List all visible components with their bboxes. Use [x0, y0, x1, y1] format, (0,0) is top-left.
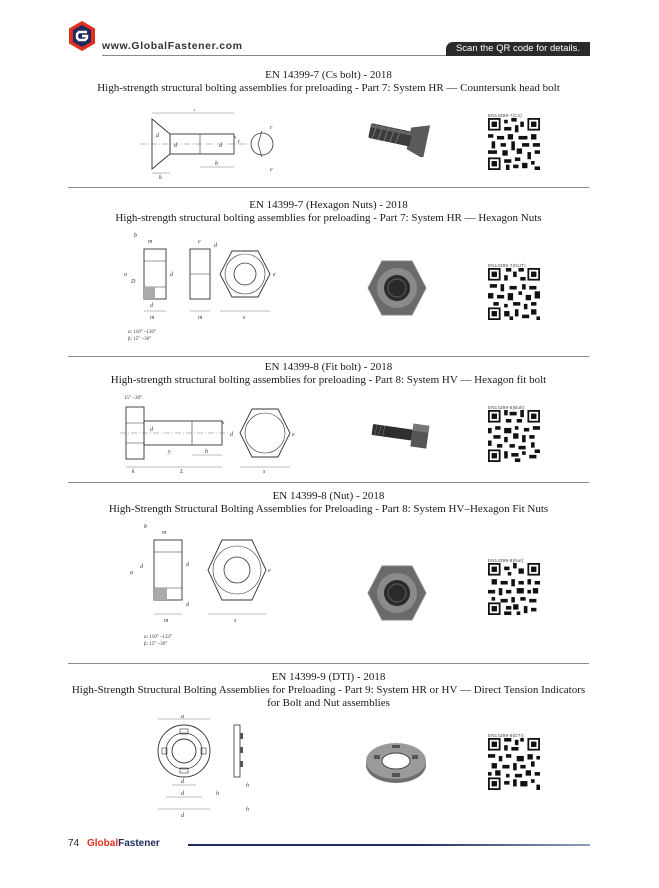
dim-label: m	[148, 239, 153, 245]
drawing-note: α: 110° ~130°	[128, 330, 157, 335]
section-divider	[68, 356, 589, 357]
standard-code: EN 14399-7 (Hexagon Nuts) - 2018	[249, 199, 408, 211]
hexagon-fit-bolt-photo	[366, 419, 436, 449]
dim-label: d	[174, 143, 177, 149]
dim-label: d	[181, 791, 184, 797]
dim-label: d	[181, 715, 184, 720]
brand-part-global: Global	[87, 838, 119, 849]
site-url[interactable]: www.GlobalFastener.com	[102, 40, 243, 52]
dim-label: c	[270, 167, 273, 173]
dim-label: k	[159, 175, 162, 179]
globalfastener-logo-icon	[66, 20, 98, 52]
dim-label: h	[216, 791, 219, 797]
footer-brand	[87, 838, 160, 849]
dim-label: r	[270, 125, 273, 131]
dim-label: y	[168, 449, 171, 455]
dim-label: d	[214, 243, 217, 249]
dim-label: L	[180, 469, 184, 475]
section-divider	[68, 482, 589, 483]
countersunk-bolt-photo	[363, 117, 433, 157]
dim-label: d	[170, 272, 173, 278]
dim-label: d	[186, 562, 189, 568]
dim-label: b	[205, 449, 208, 455]
qr-code[interactable]	[488, 405, 540, 462]
page-footer	[0, 832, 659, 862]
dim-label: m	[198, 315, 203, 321]
dim-label: c	[198, 239, 201, 245]
qr-scan-note: Scan the QR code for details.	[446, 42, 590, 56]
qr-code[interactable]	[488, 263, 540, 320]
qr-code-icon	[488, 268, 540, 320]
dim-label: h	[246, 783, 249, 789]
brand-part-fastener: Fastener	[118, 838, 160, 849]
standard-code: EN 14399-8 (Fit bolt) - 2018	[264, 361, 393, 373]
standard-section	[68, 69, 589, 187]
dim-label: d	[181, 779, 184, 785]
dim-label: d	[140, 564, 143, 570]
drawing-note: β: 15° ~30°	[128, 337, 152, 342]
qr-code-icon	[488, 118, 540, 170]
dim-label: a	[130, 570, 133, 576]
qr-code-icon	[488, 563, 540, 615]
technical-drawing	[126, 522, 276, 652]
qr-code[interactable]	[488, 113, 540, 170]
drawing-note: α: 110° ~133°	[144, 635, 173, 640]
drawing-note: 15° ~30°	[124, 396, 142, 401]
dim-label: m	[150, 315, 155, 321]
qr-code-label: EN14399-8(Bolt)	[488, 405, 525, 410]
page-header	[0, 0, 659, 60]
qr-code-label: EN14399-7(NUT)	[488, 263, 526, 268]
qr-code[interactable]	[488, 733, 540, 790]
footer-divider	[188, 844, 590, 846]
dim-label: b	[144, 524, 147, 530]
dim-label: a	[124, 272, 127, 278]
hexagon-nut-photo	[366, 257, 428, 319]
standard-code: EN 14399-7 (Cs bolt) - 2018	[265, 69, 392, 81]
qr-code-label: EN14399-8(Nut)	[488, 558, 524, 563]
standard-section	[68, 199, 589, 354]
dim-label: d	[150, 427, 153, 433]
technical-drawing	[150, 715, 275, 827]
dim-label: k	[132, 469, 135, 475]
dim-label: s	[263, 469, 266, 475]
section-divider	[68, 663, 589, 664]
hexagon-fit-nut-photo	[366, 562, 428, 624]
dim-label: l	[194, 109, 196, 113]
dim-label: d	[150, 303, 153, 309]
dim-label: d	[186, 602, 189, 608]
dim-label: e	[273, 272, 276, 278]
standard-section	[68, 671, 589, 831]
dim-label: d	[219, 143, 222, 149]
technical-drawing	[130, 109, 280, 179]
standard-code: EN 14399-8 (Nut) - 2018	[272, 490, 385, 502]
dim-label: b	[215, 161, 218, 167]
standard-title: High-Strength Structural Bolting Assemblies for Preloading - Part 9: System HR or HV — Direct Tension Indicators for Bolt and Nut assemblies	[71, 684, 586, 709]
standard-title: High-strength structural bolting assemblies for preloading - Part 7: System HR — Hexagon Nuts	[115, 212, 542, 224]
technical-drawing	[120, 231, 295, 346]
standard-title: High-Strength Structural Bolting Assemblies for Preloading - Part 8: System HV–Hexagon Fit Nuts	[108, 503, 549, 515]
dim-label: d	[230, 432, 233, 438]
direct-tension-indicator-photo	[364, 737, 428, 787]
dim-label: e	[268, 568, 271, 574]
standard-code: EN 14399-9 (DTI) - 2018	[271, 671, 386, 683]
dim-label: D	[131, 279, 136, 285]
dim-label: m	[162, 530, 167, 536]
dim-label: s	[243, 315, 246, 321]
section-divider	[68, 187, 589, 188]
standard-title: High-strength structural bolting assemblies for preloading - Part 7: System HR — Countersunk head bolt	[97, 82, 560, 94]
qr-code[interactable]	[488, 558, 540, 615]
dim-label: m	[164, 618, 169, 624]
qr-code-label: EN14399-7(Cs)	[488, 113, 522, 118]
drawing-note: β: 15° ~30°	[144, 642, 168, 647]
standard-section	[68, 361, 589, 479]
qr-code-icon	[488, 738, 540, 790]
page-number: 74	[68, 838, 80, 849]
dim-label: d	[156, 133, 159, 139]
standard-section	[68, 490, 589, 655]
dim-label: b	[134, 233, 137, 239]
qr-code-icon	[488, 410, 540, 462]
qr-code-label: EN14399-9(DTI)	[488, 733, 524, 738]
dim-label: t	[238, 139, 240, 145]
standard-title: High-strength structural bolting assemblies for preloading - Part 8: System HV — Hexagon fit bolt	[110, 374, 547, 386]
dim-label: e	[292, 432, 295, 438]
dim-label: h	[246, 807, 249, 813]
dim-label: d	[181, 813, 184, 819]
dim-label: s	[234, 618, 237, 624]
technical-drawing	[120, 391, 305, 475]
